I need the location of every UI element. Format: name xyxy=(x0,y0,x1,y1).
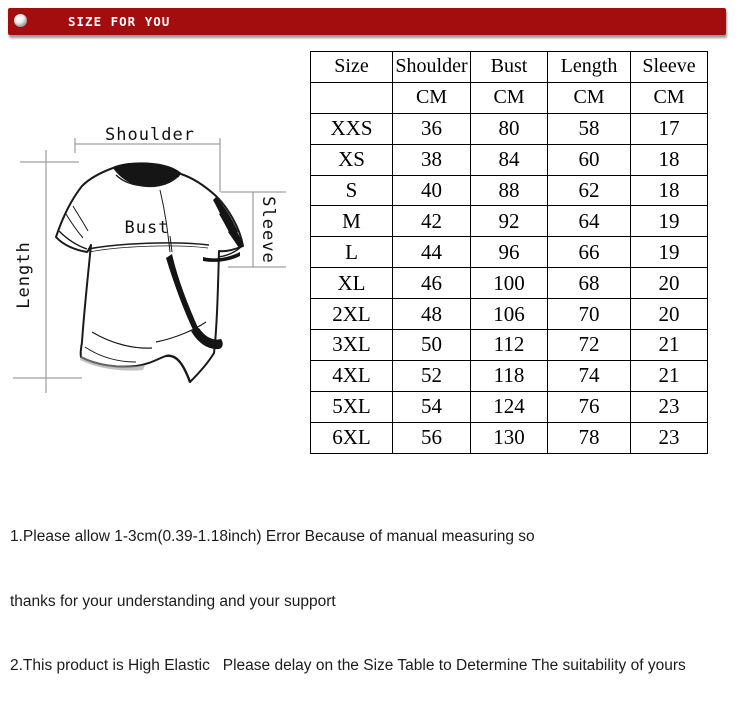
table-cell: 124 xyxy=(471,391,548,422)
table-cell: 19 xyxy=(631,237,708,268)
table-cell: Length xyxy=(548,52,631,83)
tshirt-diagram xyxy=(0,105,300,405)
table-cell: 64 xyxy=(548,206,631,237)
table-cell: 46 xyxy=(393,268,471,299)
banner-title: SIZE FOR YOU xyxy=(68,14,171,29)
table-cell: 23 xyxy=(631,422,708,453)
table-cell: 118 xyxy=(471,360,548,391)
table-cell: 70 xyxy=(548,299,631,330)
table-cell: 96 xyxy=(471,237,548,268)
grommet-icon xyxy=(14,14,27,27)
table-cell: 60 xyxy=(548,144,631,175)
table-cell: 19 xyxy=(631,206,708,237)
table-cell: 52 xyxy=(393,360,471,391)
table-cell: CM xyxy=(393,82,471,113)
table-row xyxy=(311,237,708,268)
table-cell: 66 xyxy=(548,237,631,268)
table-cell: 76 xyxy=(548,391,631,422)
table-cell: Bust xyxy=(471,52,548,83)
table-cell: CM xyxy=(471,82,548,113)
table-cell: 17 xyxy=(631,113,708,144)
table-cell: 6XL xyxy=(311,422,393,453)
table-cell: 21 xyxy=(631,360,708,391)
table-cell: 74 xyxy=(548,360,631,391)
table-cell: 56 xyxy=(393,422,471,453)
table-cell: 50 xyxy=(393,330,471,361)
sleeve-label: Sleeve xyxy=(258,196,278,264)
table-cell: 4XL xyxy=(311,360,393,391)
table-row xyxy=(311,360,708,391)
table-cell: 18 xyxy=(631,175,708,206)
table-cell: 84 xyxy=(471,144,548,175)
table-cell: 100 xyxy=(471,268,548,299)
table-cell: 20 xyxy=(631,268,708,299)
table-cell: L xyxy=(311,237,393,268)
table-cell: 48 xyxy=(393,299,471,330)
table-cell: M xyxy=(311,206,393,237)
table-cell: 112 xyxy=(471,330,548,361)
table-cell: 40 xyxy=(393,175,471,206)
table-cell: 130 xyxy=(471,422,548,453)
table-row xyxy=(311,330,708,361)
table-cell: 44 xyxy=(393,237,471,268)
table-row xyxy=(311,175,708,206)
table-cell: 78 xyxy=(548,422,631,453)
table-cell: 2XL xyxy=(311,299,393,330)
notes xyxy=(10,483,738,720)
table-cell: 80 xyxy=(471,113,548,144)
table-row xyxy=(311,422,708,453)
table-cell xyxy=(311,82,393,113)
tshirt-drawing xyxy=(56,163,244,382)
table-row xyxy=(311,113,708,144)
table-cell: 3XL xyxy=(311,330,393,361)
table-cell: XS xyxy=(311,144,393,175)
table-cell: 20 xyxy=(631,299,708,330)
table-row xyxy=(311,206,708,237)
table-cell: 5XL xyxy=(311,391,393,422)
shoulder-label: Shoulder xyxy=(105,125,195,145)
table-cell: XXS xyxy=(311,113,393,144)
table-cell: 62 xyxy=(548,175,631,206)
banner xyxy=(8,8,726,35)
table-cell: CM xyxy=(631,82,708,113)
table-cell: 92 xyxy=(471,206,548,237)
table-cell: 38 xyxy=(393,144,471,175)
length-label: Length xyxy=(14,241,34,309)
table-cell: XL xyxy=(311,268,393,299)
table-units-row xyxy=(311,82,708,113)
table-cell: 42 xyxy=(393,206,471,237)
table-cell: CM xyxy=(548,82,631,113)
table-cell: 88 xyxy=(471,175,548,206)
note-line-1: 1.Please allow 1-3cm(0.39-1.18inch) Error Because of manual measuring so xyxy=(10,528,535,545)
table-row xyxy=(311,299,708,330)
table-cell: 36 xyxy=(393,113,471,144)
table-cell: Size xyxy=(311,52,393,83)
table-cell: S xyxy=(311,175,393,206)
table-cell: 21 xyxy=(631,330,708,361)
table-header-row xyxy=(311,52,708,83)
table-cell: Sleeve xyxy=(631,52,708,83)
table-cell: 18 xyxy=(631,144,708,175)
size-table xyxy=(310,51,708,454)
table-cell: 54 xyxy=(393,391,471,422)
table-row xyxy=(311,391,708,422)
table-row xyxy=(311,268,708,299)
bust-label: Bust xyxy=(124,218,170,238)
note-line-3: 2.This product is High Elastic Please delay on the Size Table to Determine The suitability of yours xyxy=(10,657,686,674)
table-cell: Shoulder xyxy=(393,52,471,83)
table-cell: 72 xyxy=(548,330,631,361)
table-cell: 106 xyxy=(471,299,548,330)
table-cell: 23 xyxy=(631,391,708,422)
table-cell: 68 xyxy=(548,268,631,299)
note-line-2: thanks for your understanding and your support xyxy=(10,592,336,610)
table-row xyxy=(311,144,708,175)
table-cell: 58 xyxy=(548,113,631,144)
